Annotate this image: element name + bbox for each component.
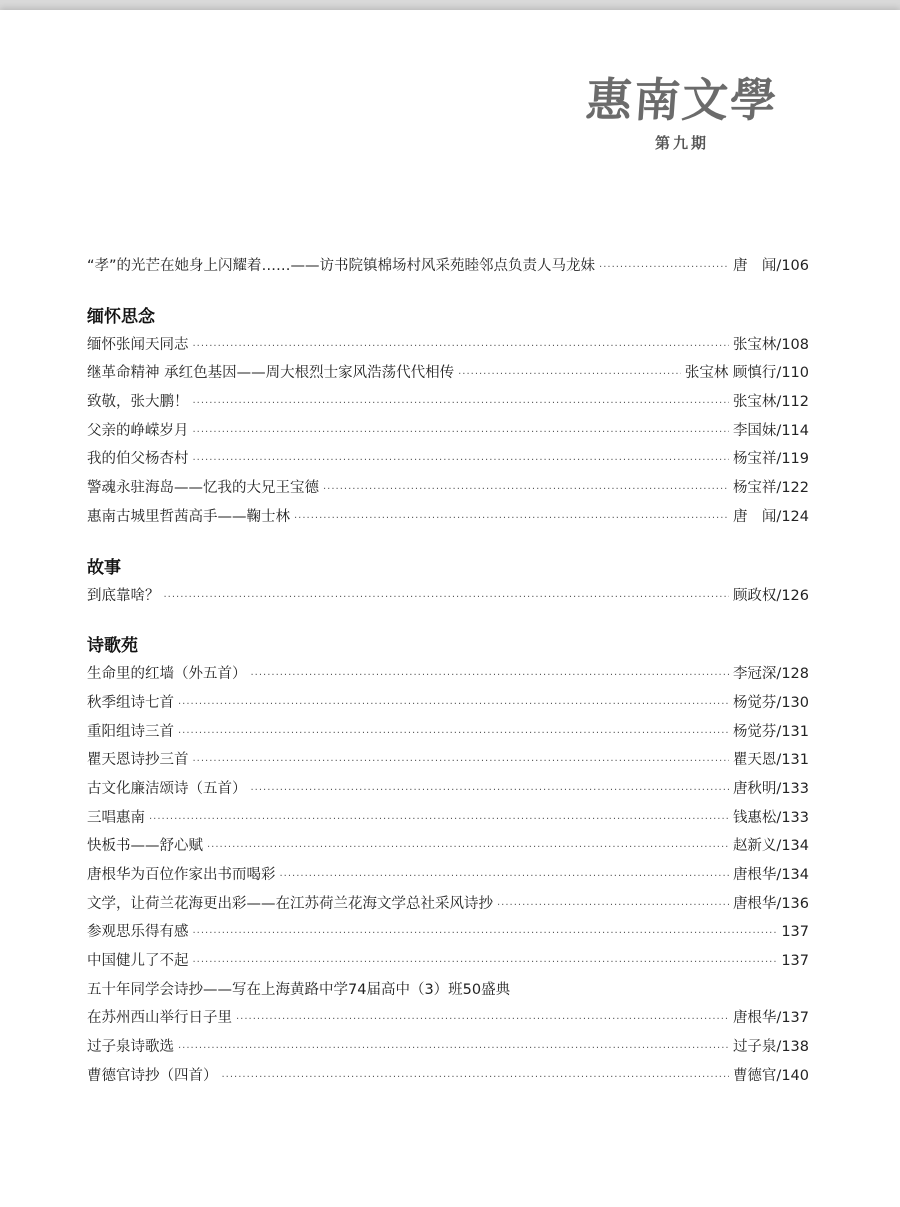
toc-entry[interactable] <box>87 689 809 718</box>
dot-leader <box>193 447 729 476</box>
section-heading: 缅怀思念 <box>87 306 155 327</box>
toc-entry-title: 重阳组诗三首 <box>87 723 174 740</box>
dot-leader <box>178 691 729 720</box>
toc-entry-author-page: 杨宝祥/122 <box>732 480 809 497</box>
toc-entry-title: 曹德官诗抄（四首） <box>87 1067 218 1084</box>
toc-sections <box>87 303 809 1091</box>
toc-entry[interactable] <box>87 359 809 388</box>
toc-entry-author-page: 唐秋明/133 <box>732 780 809 797</box>
toc-entry-title: 瞿天恩诗抄三首 <box>87 752 189 769</box>
toc-entry-author-page: 张宝林/108 <box>732 336 809 353</box>
toc-entry-author-page: 过子泉/138 <box>732 1039 809 1056</box>
toc-entry[interactable] <box>87 1004 809 1033</box>
page <box>0 10 900 1207</box>
toc-entry-author-page: 钱惠松/133 <box>732 809 809 826</box>
toc-entry-title: 生命里的红墙（外五首） <box>87 666 247 683</box>
toc-entry[interactable] <box>87 331 809 360</box>
toc-entry-title: 继革命精神 承红色基因——周大根烈士家风浩荡代代相传 <box>87 365 455 382</box>
toc-entry-author-page: 赵新义/134 <box>732 838 809 855</box>
toc-entry[interactable] <box>87 718 809 747</box>
toc-entry-title: 参观思乐得有感 <box>87 924 189 941</box>
toc-entry-author-page: 顾政权/126 <box>732 587 809 604</box>
toc-entry[interactable] <box>87 445 809 474</box>
dot-leader <box>236 1006 729 1035</box>
dot-leader <box>193 419 729 448</box>
toc-entry-title: 中国健儿了不起 <box>87 953 189 970</box>
toc-entry[interactable] <box>87 746 809 775</box>
toc-entry[interactable] <box>87 474 809 503</box>
section-heading: 诗歌苑 <box>87 636 138 657</box>
toc-entry-title: 在苏州西山举行日子里 <box>87 1010 232 1027</box>
toc-entry-title: 文学，让荷兰花海更出彩——在江苏荷兰花海文学总社采风诗抄 <box>87 895 493 912</box>
toc-entry-author-page: 杨觉芬/131 <box>732 723 809 740</box>
toc-entry-title: 快板书——舒心赋 <box>87 838 203 855</box>
toc-entry-author-page: 137 <box>781 924 809 941</box>
toc-entry-title: 秋季组诗七首 <box>87 694 174 711</box>
dot-leader <box>193 333 729 362</box>
toc-entry-title: 到底靠啥？ <box>87 587 160 604</box>
toc-entry-author-page: 唐 闻/124 <box>732 508 809 525</box>
toc-entry-author-page: 曹德官/140 <box>732 1067 809 1084</box>
toc-entry-author-page: 瞿天恩/131 <box>732 752 809 769</box>
toc-entry-title: 缅怀张闻天同志 <box>87 336 189 353</box>
masthead-issue: 第九期 <box>654 134 709 152</box>
toc-entry-author-page: 张宝林 顾慎行/110 <box>684 365 809 382</box>
toc-entry[interactable] <box>87 1033 809 1062</box>
masthead-title: 惠南文學 <box>584 73 780 127</box>
toc-entry-title: 古文化廉洁颂诗（五首） <box>87 780 247 797</box>
toc-entry-title: 父亲的峥嵘岁月 <box>87 422 189 439</box>
toc-entry-author-page: 唐根华/136 <box>732 895 809 912</box>
toc-entry-title: 致敬，张大鹏！ <box>87 394 189 411</box>
dot-leader <box>280 863 729 892</box>
dot-leader <box>251 777 729 806</box>
dot-leader <box>458 361 681 390</box>
toc-entry-title: 五十年同学会诗抄——写在上海黄路中学74届高中（3）班50盛典 <box>87 981 511 998</box>
toc-entry-author-page: 137 <box>781 953 809 970</box>
toc-entry-author-page: 唐 闻/106 <box>732 258 809 274</box>
toc-entry-author-page: 张宝林/112 <box>732 394 809 411</box>
toc-entry[interactable] <box>87 918 809 947</box>
toc-entry-title: “孝”的光芒在她身上闪耀着……——访书院镇棉场村风采苑睦邻点负责人马龙妹 <box>87 258 596 274</box>
toc-entry-author-page: 杨宝祥/119 <box>732 451 809 468</box>
toc-entry-author-page: 李冠深/128 <box>732 666 809 683</box>
toc-entry[interactable] <box>87 388 809 417</box>
toc-entry-title: 唐根华为百位作家出书而喝彩 <box>87 867 276 883</box>
toc-entry[interactable] <box>87 861 809 890</box>
toc-entry-author-page: 唐根华/134 <box>732 867 809 883</box>
toc-entry[interactable] <box>87 890 809 919</box>
section-heading: 故事 <box>87 557 121 578</box>
dot-leader <box>599 254 729 283</box>
toc-entry-author-page: 杨觉芬/130 <box>732 694 809 711</box>
dot-leader <box>193 748 729 777</box>
dot-leader <box>497 892 729 921</box>
dot-leader <box>193 390 729 419</box>
toc-entry-title: 惠南古城里哲茜高手——鞠士林 <box>87 508 290 525</box>
dot-leader <box>323 476 729 505</box>
toc-entry[interactable] <box>87 1062 809 1091</box>
toc-entry[interactable] <box>87 775 809 804</box>
toc-entry[interactable] <box>87 252 809 281</box>
dot-leader <box>149 806 729 835</box>
dot-leader <box>207 834 729 863</box>
dot-leader <box>178 1035 729 1064</box>
toc-entry-author-page: 李国妹/114 <box>732 422 809 439</box>
toc-entry[interactable] <box>87 417 809 446</box>
masthead <box>572 70 792 180</box>
dot-leader <box>294 505 729 534</box>
toc-entry[interactable] <box>87 660 809 689</box>
dot-leader <box>193 949 778 978</box>
toc-entry[interactable] <box>87 832 809 861</box>
toc-entry[interactable] <box>87 503 809 532</box>
toc-entry[interactable] <box>87 976 809 1005</box>
toc-entry-title: 过子泉诗歌选 <box>87 1039 174 1056</box>
toc-entry-author-page: 唐根华/137 <box>732 1010 809 1027</box>
toc-entry-title: 警魂永驻海岛——忆我的大兄王宝德 <box>87 480 319 497</box>
dot-leader <box>164 584 729 613</box>
dot-leader <box>222 1064 729 1093</box>
dot-leader <box>251 662 729 691</box>
dot-leader <box>178 720 729 749</box>
toc-entry[interactable] <box>87 804 809 833</box>
toc-entry[interactable] <box>87 947 809 976</box>
toc-entry-title: 三唱惠南 <box>87 809 145 826</box>
dot-leader <box>193 920 778 949</box>
toc-entry-title: 我的伯父杨杏村 <box>87 451 189 468</box>
table-of-contents <box>87 252 809 1091</box>
toc-entry[interactable] <box>87 582 809 611</box>
